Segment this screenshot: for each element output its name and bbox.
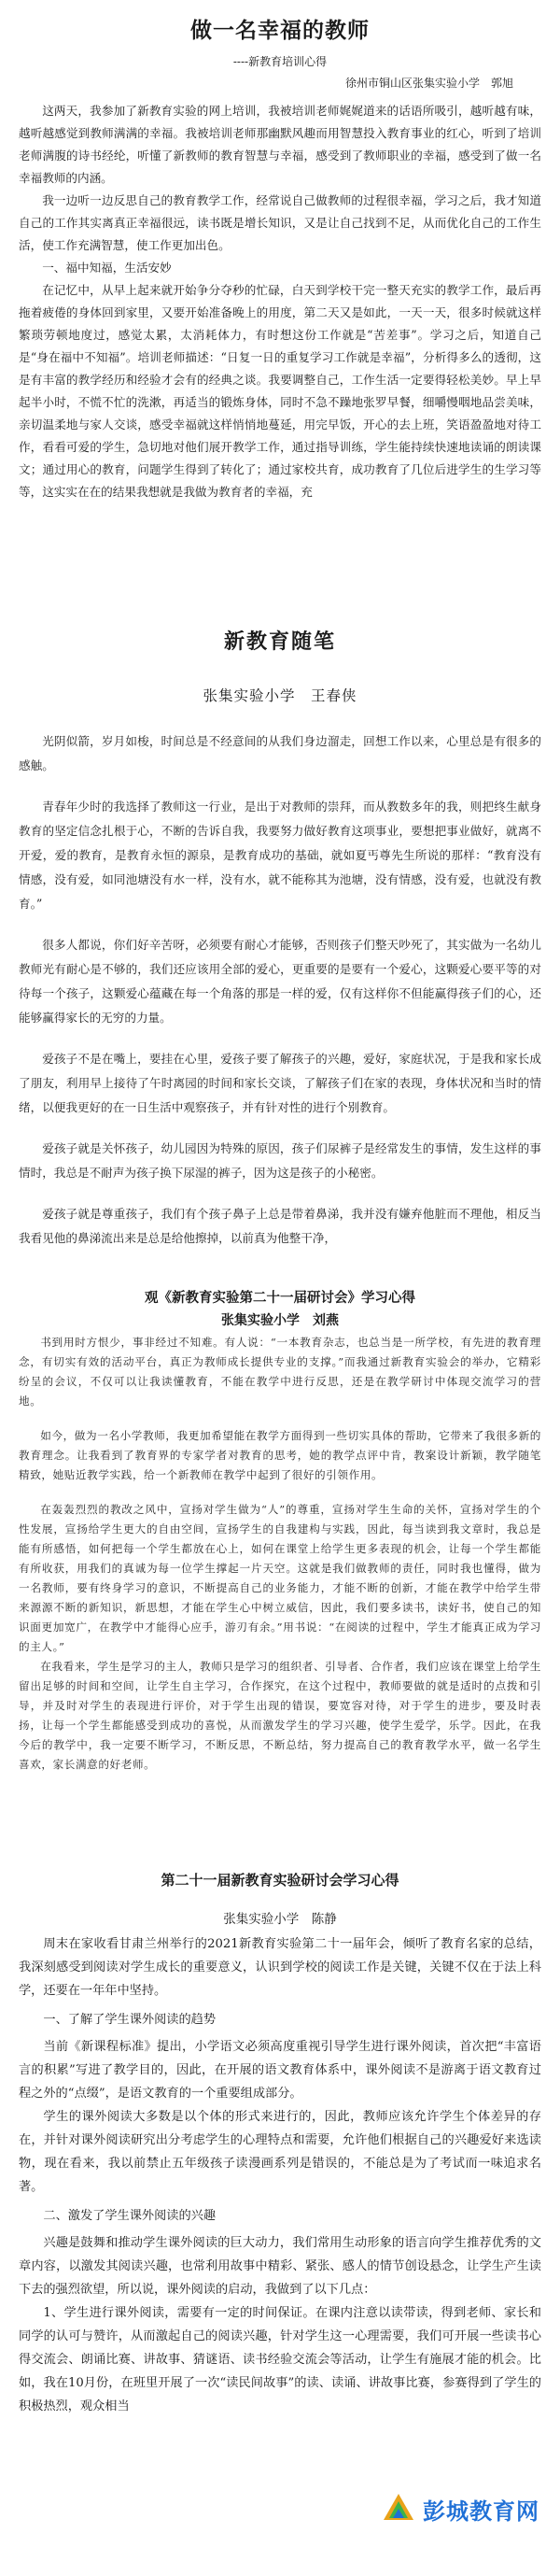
article-3-paragraph: 如今，做为一名小学教师，我更加希望能在教学方面得到一些切实具体的帮助，它带来了我很多新的教育理念。让我看到了教育界的专家学者对教育的思考，她的教学点评中肯，教案设计新颖，教学随笔精致，她贴近教学实践，给一个新教师在教学中起到了很好的引领作用。 [19,1429,541,1481]
article-2-paragraph: 爱孩子不是在嘴上，要挂在心里，爱孩子要了解孩子的兴趣，爱好，家庭状况，于是我和家长成了朋友，利用早上接待了午时离园的时间和家长交谈，了解孩子们在家的表现，身体状况和当时的情绪，以便我更好的在一日生活中观察孩子，并有针对性的进行个别教育。 [19,1052,541,1114]
article-2-title: 新教育随笔 [223,630,336,654]
article-4-heading: 一、了解了学生课外阅读的趋势 [43,2013,217,2027]
site-watermark [382,2492,539,2526]
article-1-byline: 徐州市铜山区张集实验小学 郭旭 [344,77,513,90]
article-3-paragraph: 在轰轰烈烈的教改之风中，宣扬对学生做为“人”的尊重，宣扬对学生生命的关怀，宣扬对学生的个性发展，宣扬给学生更大的自由空间，宣扬学生的自我建构与实践，因此，每当读到我文章时，我总是能有所感悟，如何把每一个学生都放在心上，如何在课堂上给学生更多表现的机会，让每一个学生都能有所收获，用我们的真诚为每一位学生撑起一片天空。这就是我们做教师的责任，同时我也懂得，做为一名教师，要有终身学习的意识，不断提高自己的业务能力，才能不断的创新，才能在教学中给学生带来源源不断的新知识，新思想，才能在学生心中树立威信，因此，我们要多读书，读好书，使自己的知识面更加宽广，在教学中才能得心应手，游刃有余。”用书说：“在阅读的过程中，学生才能真正成为学习的主人。” [19,1503,541,1653]
article-1-heading: 一、福中知福，生活安妙 [42,261,172,275]
article-4-paragraph: 周末在家收看甘肃兰州举行的2021新教育实验第二十一届年会，倾听了教育名家的总结，我深刻感受到阅读对学生成长的重要意义，认识到学校的阅读工作是关键，关键不仅在于法上科学，还要在一年年中坚持。 [19,1937,541,1998]
article-1-paragraph: 这两天，我参加了新教育实验的网上培训，我被培训老师娓娓道来的话语所吸引，越听越有味，越听越感觉到教师满满的幸福。我被培训老师那幽默风趣而用智慧投入教育事业的红心，听到了培训老师满腹的诗书经纶，听懂了新教师的教育智慧与幸福，感受到了教师职业的幸福，感受到了做一名幸福教师的内涵。 [19,104,541,185]
article-2-paragraph: 爱孩子就是尊重孩子，我们有个孩子鼻子上总是带着鼻涕，我并没有嫌弃他脏而不理他，相反当我看见他的鼻涕流出来是总是给他擦掉，以前真为他整干净， [19,1207,541,1245]
article-3-title: 观《新教育实验第二十一届研讨会》学习心得 [145,1290,415,1306]
article-4-paragraph: 兴趣是鼓舞和推动学生课外阅读的巨大动力，我们常用生动形象的语言向学生推荐优秀的文章内容，以激发其阅读兴趣，也常利用故事中精彩、紧张、感人的情节创设悬念，让学生产生读下去的强烈欲望，所以说，课外阅读的启动，我做到了以下几点： [19,2236,541,2297]
article-2 [19,598,541,1270]
article-2-paragraph: 光阴似箭，岁月如梭，时间总是不经意间的从我们身边溜走，回想工作以来，心里总是有很多的感触。 [19,734,541,772]
article-1 [19,0,541,598]
article-2-paragraph: 爱孩子就是关怀孩子，幼儿园因为特殊的原因，孩子们尿裤子是经常发生的事情，发生这样的事情时，我总是不耐声为孩子换下尿湿的裤子，因为这是孩子的小秘密。 [19,1141,541,1180]
article-1-title: 做一名幸福的教师 [190,19,370,43]
article-3-paragraph: 书到用时方恨少，事非经过不知难。有人说：“一本教育杂志，也总当是一所学校，有先进的教育理念，有切实有效的活动平台，真正为教师成长提供专业的支撑。”而我通过新教育实验会的举办，它精彩纷呈的会议，不仅可以让我读懂教育，不能在教学中进行反思，还是在教学研讨中体现交流学习的营地。 [19,1336,541,1408]
article-1-paragraph: 在记忆中，从早上起来就开始争分夺秒的忙碌，白天到学校干完一整天充实的教学工作，最后再拖着疲倦的身体回到家里，又要开始准备晚上的用度，第二天又是如此，一天一天，很多时候就这样繁琐劳顿地度过，感觉太累，太消耗体力，有时想这份工作就是“苦差事”。学习之后，知道自己是“身在福中不知福”。培训老师描述：“日复一日的重复学习工作就是幸福”，分析得多么的透彻，这是有丰富的教学经历和经验才会有的经典之谈。我要调整自己，工作生活一定要得轻松美妙。早上早起半小时，不慌不忙的洗漱，再适当的锻炼身体，同时不急不躁地张罗早餐，细嚼慢咽地品尝美味，亲切温柔地与家人交谈，感受幸福就这样悄悄地蔓延，用完早饭，开心的去上班，笑语盈盈地对待工作，看看可爱的学生，急切地对他们展开教学工作，通过指导训练，学生能持续快速地读诵的朗读课文；通过用心的教育，问题学生得到了转化了；通过家校共育，成功教育了几位后进学生的生学习等等，这实实在在的结果我想就是我做为教育者的幸福，充 [19,283,541,499]
article-3-paragraph: 在我看来，学生是学习的主人，教师只是学习的组织者、引导者、合作者，我们应该在课堂上给学生留出足够的时间和空间，让学生自主学习，合作探究，在这个过程中，教师要做的就是适时的点拨和引导，并及时对学生的表现进行评价，对于学生出现的错误，要宽容对待，对于学生的进步，要及时表扬，让每一个学生都能感受到成功的喜悦，从而激发学生的学习兴趣，使学生爱学，乐学。因此，在我今后的教学中，我一定要不断学习，不断反思，不断总结，努力提高自己的教育教学水平，做一名学生喜欢，家长满意的好老师。 [19,1660,541,1771]
article-4-heading: 二、激发了学生课外阅读的兴趣 [43,2209,217,2223]
watermark-text: 彭城教育网 [423,2498,539,2525]
article-4-title: 第二十一届新教育实验研讨会学习心得 [161,1872,399,1889]
article-1-paragraph: 我一边听一边反思自己的教育教学工作，经常说自己做教师的过程很幸福，学习之后，我才知道自己的工作其实离真正幸福很远，读书既是增长知识，又是让自己找到不足，从而优化自己的工作生活，使工作充满智慧，使工作更加出色。 [19,193,541,252]
article-4-paragraph: 1、学生进行课外阅读，需要有一定的时间保证。在课内注意以读带读，得到老师、家长和同学的认可与赞许，从而激起自己的阅读兴趣，针对学生这一心理需要，我们可开展一些读书心得交流会、朗诵比赛、讲故事、猜谜语、读书经验交流会等活动，让学生有施展才能的机会。比如，我在10月份，在班里开展了一次“读民间故事”的读、读诵、讲故事比赛，参赛得到了学生的积极热烈，观众相当 [19,2306,541,2413]
article-2-paragraph: 很多人都说，你们好辛苦呀，必须要有耐心才能够，否则孩子们整天吵死了，其实做为一名幼儿教师光有耐心是不够的，我们还应该用全部的爱心，更重要的是要有一个爱心，这颗爱心要平等的对待每一个孩子，这颗爱心蕴藏在每一个角落的那是一样的爱，仅有这样你不但能赢得孩子们的心，还能够赢得家长的无穷的力量。 [19,938,541,1025]
article-4-paragraph: 学生的课外阅读大多数是以个体的形式来进行的，因此，教师应该允许学生个体差异的存在，并针对课外阅读研究出分考虑学生的心理特点和需要，允许他们根据自己的兴趣爱好来选读物，现在看来，我以前禁止五年级孩子读漫画系列是错误的，不能总是为了考试而一味追求名著。 [19,2110,541,2194]
watermark-logo-icon [382,2492,415,2526]
article-3 [19,1270,541,1849]
article-4-paragraph: 当前《新课程标准》提出，小学语文必须高度重视引导学生进行课外阅读，首次把“丰富语言的积累”写进了教学目的，因此，在开展的语文教育体系中，课外阅读不是游离于语文教育过程之外的“点缀”，是语文教育的一个重要组成部分。 [19,2040,541,2101]
article-4-byline: 张集实验小学 陈静 [223,1912,337,1927]
article-3-byline: 张集实验小学 刘燕 [221,1313,339,1328]
article-1-subtitle: ----新教育培训心得 [232,55,328,68]
article-2-byline: 张集实验小学 王春侠 [203,687,357,704]
article-2-paragraph: 青春年少时的我选择了教师这一行业，是出于对教师的崇拜，而从教数多年的我，则把终生献身教育的坚定信念扎根于心，不断的告诉自我，我要努力做好教育这项事业，要想把事业做好，就离不开爱，爱的教育，是教育永恒的源泉，是教育成功的基础，就如夏丐尊先生所说的那样：“教育没有情感，没有爱，如同池塘没有水一样，没有水，就不能称其为池塘，没有情感，没有爱，也就没有教育。” [19,800,541,911]
article-4 [19,1849,541,2576]
